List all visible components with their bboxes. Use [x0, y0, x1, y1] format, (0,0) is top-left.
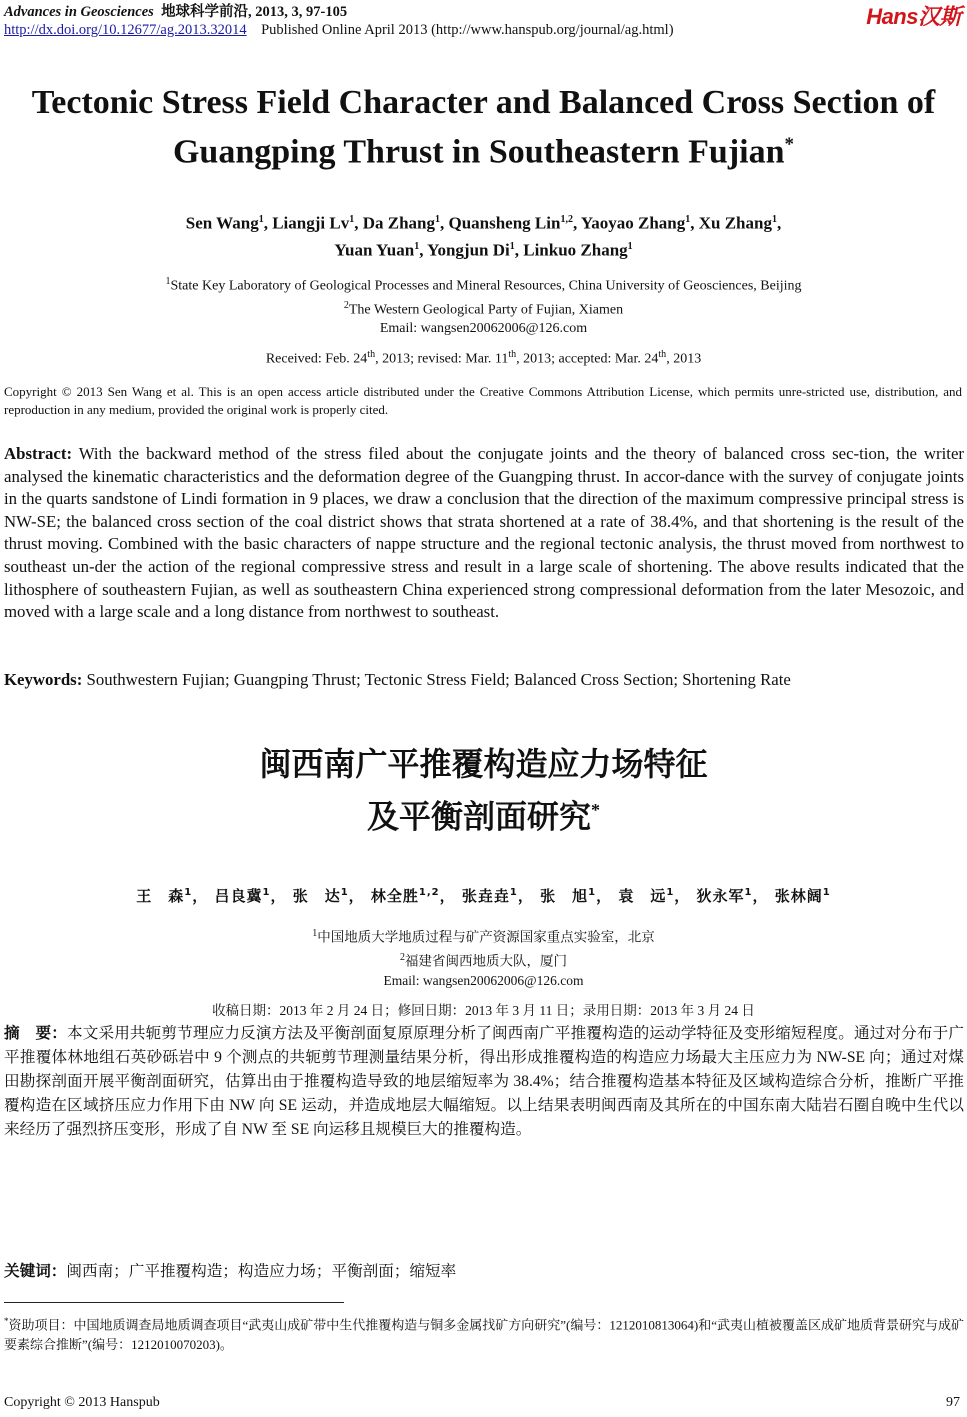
cn-author-name: 王 森 — [136, 887, 185, 905]
author-name: Liangji Lv — [272, 213, 350, 233]
cn-title-footnote-mark: * — [591, 800, 600, 820]
published-online: Published Online April 2013 (http://www.hanspub.org/journal/ag.html) — [261, 22, 674, 38]
cn-author-sup: 1 — [262, 887, 271, 898]
cn-author-sup: 1 — [509, 887, 518, 898]
doi-link[interactable]: http://dx.doi.org/10.12677/ag.2013.32014 — [4, 22, 247, 38]
keywords-label: Keywords: — [4, 670, 83, 689]
affiliation-2: The Western Geological Party of Fujian, Xiamen — [348, 302, 624, 318]
chinese-abstract — [4, 1021, 964, 1142]
chinese-affiliations — [0, 924, 967, 991]
date-sup: th — [508, 349, 517, 360]
author-name: Xu Zhang — [698, 213, 772, 233]
author-sup: 1 — [627, 240, 633, 252]
received-dates — [0, 345, 967, 369]
abstract-text: With the backward method of the stress filed about the conjugate joints and the theory of balanced cross sec-tion, the writer analysed the kinematic characteristics and the deformation degree of the Guangping thrust. In accor-dance with the survey of conjugate joints in the quarts sandstone of Lindi formation in 9 places, we draw a conclusion that the direction of the maximum compressive principal stress is NW-SE; the balanced cross section of the coal district shows that strata shortened at a rate of 38.4%, and that shortening is the result of the thrust moving. Combined with the basic characters of nappe structure and the regional tectonic analysis, the thrust moved from northwest to southeast un-der the action of the regional compressive stress and result in a large scale of shortening. The above results indicated that the lithosphere of southeastern Fujian, as well as southeastern China experienced strong compressional deformation from the later Mesozoic, and moved with a large scale and a long distance from northwest to southeast. — [4, 444, 964, 622]
cn-author-name: 张垚垚 — [461, 887, 510, 905]
abstract — [4, 443, 964, 624]
journal-name: Advances in Geosciences — [4, 4, 154, 20]
author-name: Da Zhang — [362, 213, 435, 233]
revised-date: , 2013; revised: Mar. 11 — [375, 351, 509, 367]
running-header — [4, 3, 674, 39]
cn-author-name: 吕良冀 — [214, 887, 263, 905]
cn-author-name: 张 旭 — [540, 887, 589, 905]
author-sup: 1 — [349, 214, 355, 225]
received-date: Received: Feb. 24 — [265, 351, 368, 367]
author-name: Sen Wang — [185, 213, 259, 233]
author-sup: 1 — [414, 240, 420, 252]
chinese-author-list: 王 森$^1$， 吕良冀$^1$， 张 达$^1$， 林全胜$^{1,2}$， 张垚垚$^1$， 张 旭$^1$， 袁 远$^1$， 狄永军$^1$， 张林阔$^1$ — [136, 887, 831, 905]
cn-author-sup: 1 — [822, 887, 831, 898]
title-line-2: Guangping Thrust in Southeastern Fujian — [172, 133, 785, 171]
cn-affil-sup: 2 — [400, 951, 405, 963]
footnote-divider — [4, 1302, 344, 1303]
date-year: , 2013 — [666, 351, 702, 367]
cn-author-name: 狄永军 — [696, 887, 745, 905]
author-sup: 1 — [434, 214, 440, 225]
cn-author-sup: 1 — [666, 887, 675, 898]
accepted-date: , 2013; accepted: Mar. 24 — [516, 351, 659, 367]
author-list: Sen Wang$^1$, Liangji Lv$^1$, Da Zhang$^1$, Quansheng Lin$^{1,2}$, Yaoyao Zhang$^1$, Xu Zhang$^1$, Yuan Yuan$^1$, Yongjun Di$^1$, Linkuo Zhang$^1$ — [185, 213, 782, 260]
cn-affiliation-1: 中国地质大学地质过程与矿产资源国家重点实验室，北京 — [317, 929, 655, 945]
affil-sup: 2 — [343, 299, 349, 311]
cn-keywords-text: 闽西南；广平推覆构造；构造应力场；平衡剖面；缩短率 — [66, 1263, 457, 1280]
paper-title — [0, 82, 967, 173]
cn-author-sup: 1,2 — [418, 887, 440, 898]
page-number: 97 — [946, 1395, 960, 1410]
title-footnote-mark: * — [784, 134, 795, 155]
cn-affil-sup: 1 — [312, 928, 318, 939]
date-sup: th — [658, 349, 667, 360]
cn-author-name: 林全胜 — [370, 887, 419, 905]
cn-author-name: 张林阔 — [774, 887, 823, 905]
chinese-keywords — [4, 1260, 964, 1283]
author-name: Linkuo Zhang — [523, 240, 628, 260]
affiliations — [0, 272, 967, 338]
funding-footnote — [4, 1311, 964, 1355]
cn-author-sup: 1 — [340, 887, 349, 898]
cn-abstract-label: 摘 要： — [4, 1024, 67, 1042]
hans-logo: Hans汉斯 — [866, 4, 961, 29]
footnote-text: 资助项目：中国地质调查局地质调查项目“武夷山成矿带中生代推覆构造与铜多金属找矿方向研究”(编号：1212010813064)和“武夷山植被覆盖区成矿地质背景研究与成矿要素综合推断”(编号：1212010070203)。 — [4, 1317, 964, 1353]
footer-copyright: Copyright © 2013 Hanspub — [4, 1395, 160, 1410]
cn-abstract-text: 本文采用共轭剪节理应力反演方法及平衡剖面复原原理分析了闽西南广平推覆构造的运动学特征及变形缩短程度。通过对分布于广平推覆体林地组石英砂砾岩中 9 个测点的共轭剪节理测量结果分析，得出形成推覆构造的构造应力场最大主压应力为 NW-SE 向；通过对煤田勘探剖面开展平衡剖面研究，估算出由于推覆构造导致的地层缩短率为 38.4%；结合推覆构造基本特征及区域构造综合分析，推断广平推覆构造在区域挤压应力作用下由 NW 向 SE 运动，并造成地层大幅缩短。以上结果表明闽西南及其所在的中国东南大陆岩石圈自晚中生代以来经历了强烈挤压变形，形成了自 NW 至 SE 向运移且规模巨大的推覆构造。 — [4, 1025, 964, 1139]
journal-volume: 地球科学前沿, 2013, 3, 97-105 — [161, 4, 348, 20]
footnote-mark: * — [4, 1316, 9, 1326]
cn-title-line-1: 闽西南广平推覆构造应力场特征 — [259, 745, 708, 783]
affiliation-1: State Key Laboratory of Geological Processes and Mineral Resources, China University of Geosciences, Beijing — [170, 278, 802, 294]
author-email: Email: wangsen20062006@126.com — [379, 321, 588, 337]
date-sup: th — [367, 349, 376, 360]
title-line-1: Tectonic Stress Field Character and Balanced Cross Section of — [31, 84, 936, 121]
author-sup: 1 — [771, 214, 777, 225]
cn-author-name: 袁 远 — [618, 887, 667, 905]
cn-author-sup: 1 — [184, 887, 193, 898]
author-sup: 1 — [685, 214, 691, 225]
chinese-dates: 收稿日期：2013 年 2 月 24 日；修回日期：2013 年 3 月 11 日；录用日期：2013 年 3 月 24 日 — [212, 1003, 755, 1018]
affil-sup: 1 — [165, 276, 171, 287]
chinese-title — [0, 741, 967, 840]
copyright-notice: Copyright © 2013 Sen Wang et al. This is an open access article distributed under the Creative Commons Attribution License, which permits unre-stricted use, distribution, and reproduction in any medium, provided the original work is properly cited. — [4, 384, 962, 417]
cn-keywords-label: 关键词： — [4, 1262, 67, 1280]
cn-author-sup: 1 — [588, 887, 597, 898]
author-name: Yaoyao Zhang — [580, 213, 686, 233]
cn-author-email: Email: wangsen20062006@126.com — [383, 973, 584, 988]
cn-title-line-2: 及平衡剖面研究 — [366, 797, 591, 836]
cn-affiliation-2: 福建省闽西地质大队，厦门 — [405, 953, 567, 968]
author-sup: 1 — [258, 214, 264, 225]
cn-author-name: 张 达 — [292, 887, 341, 905]
author-sup: 1 — [509, 240, 515, 252]
cn-author-sup: 1 — [744, 887, 753, 898]
author-sup: 1,2 — [560, 214, 573, 225]
keywords — [4, 669, 964, 691]
author-name: Yuan Yuan — [334, 240, 415, 260]
keywords-text: Southwestern Fujian; Guangping Thrust; Tectonic Stress Field; Balanced Cross Section; Shortening Rate — [86, 670, 791, 689]
author-name: Yongjun Di — [427, 240, 510, 260]
author-name: Quansheng Lin — [448, 213, 561, 233]
abstract-label: Abstract: — [4, 444, 73, 463]
